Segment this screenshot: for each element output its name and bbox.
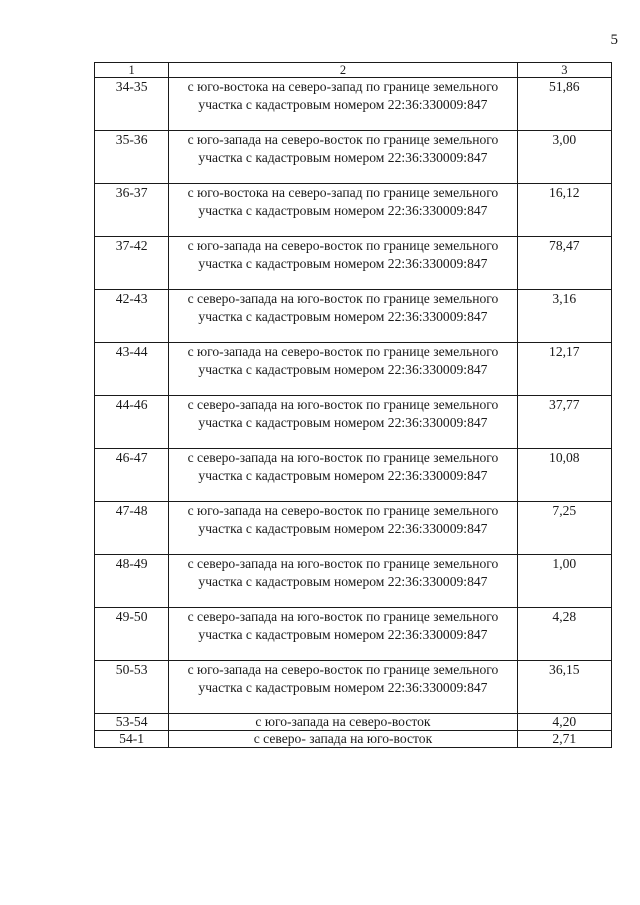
length-cell: 16,12 xyxy=(517,184,611,237)
segment-cell: 53-54 xyxy=(95,714,169,731)
description-cell: с северо-запада на юго-восток по границе земельного участка с кадастровым номером 22:36:330009:847 xyxy=(169,449,517,502)
segment-cell: 54-1 xyxy=(95,731,169,748)
description-cell: с юго-запада на северо-восток по границе земельного участка с кадастровым номером 22:36:330009:847 xyxy=(169,343,517,396)
description-cell: с юго-запада на северо-восток xyxy=(169,714,517,731)
table-row xyxy=(95,237,612,290)
segment-cell: 49-50 xyxy=(95,608,169,661)
length-cell: 7,25 xyxy=(517,502,611,555)
table-body xyxy=(95,78,612,748)
description-cell: с юго-востока на северо-запад по границе земельного участка с кадастровым номером 22:36:330009:847 xyxy=(169,78,517,131)
table-row xyxy=(95,731,612,748)
column-header-1: 1 xyxy=(95,63,169,78)
length-cell: 12,17 xyxy=(517,343,611,396)
segment-cell: 42-43 xyxy=(95,290,169,343)
length-cell: 3,16 xyxy=(517,290,611,343)
segment-cell: 34-35 xyxy=(95,78,169,131)
description-cell: с северо-запада на юго-восток по границе земельного участка с кадастровым номером 22:36:330009:847 xyxy=(169,290,517,343)
table-row xyxy=(95,608,612,661)
table-row xyxy=(95,184,612,237)
column-header-3: 3 xyxy=(517,63,611,78)
length-cell: 36,15 xyxy=(517,661,611,714)
segment-cell: 37-42 xyxy=(95,237,169,290)
table-row xyxy=(95,78,612,131)
table-row xyxy=(95,555,612,608)
description-cell: с северо- запада на юго-восток xyxy=(169,731,517,748)
description-cell: с юго-запада на северо-восток по границе земельного участка с кадастровым номером 22:36:330009:847 xyxy=(169,131,517,184)
length-cell: 10,08 xyxy=(517,449,611,502)
length-cell: 1,00 xyxy=(517,555,611,608)
description-cell: с северо-запада на юго-восток по границе земельного участка с кадастровым номером 22:36:330009:847 xyxy=(169,396,517,449)
length-cell: 51,86 xyxy=(517,78,611,131)
length-cell: 78,47 xyxy=(517,237,611,290)
length-cell: 2,71 xyxy=(517,731,611,748)
length-cell: 4,20 xyxy=(517,714,611,731)
length-cell: 4,28 xyxy=(517,608,611,661)
segment-cell: 35-36 xyxy=(95,131,169,184)
description-cell: с юго-запада на северо-восток по границе земельного участка с кадастровым номером 22:36:330009:847 xyxy=(169,661,517,714)
segment-cell: 43-44 xyxy=(95,343,169,396)
segment-cell: 47-48 xyxy=(95,502,169,555)
description-cell: с юго-запада на северо-восток по границе земельного участка с кадастровым номером 22:36:330009:847 xyxy=(169,502,517,555)
table-row xyxy=(95,714,612,731)
table-row xyxy=(95,502,612,555)
description-cell: с юго-запада на северо-восток по границе земельного участка с кадастровым номером 22:36:330009:847 xyxy=(169,237,517,290)
table-row xyxy=(95,449,612,502)
table-row xyxy=(95,661,612,714)
description-cell: с северо-запада на юго-восток по границе земельного участка с кадастровым номером 22:36:330009:847 xyxy=(169,555,517,608)
segment-cell: 44-46 xyxy=(95,396,169,449)
segment-cell: 46-47 xyxy=(95,449,169,502)
segment-cell: 48-49 xyxy=(95,555,169,608)
table-row xyxy=(95,290,612,343)
table-header-row xyxy=(95,63,612,78)
segment-cell: 50-53 xyxy=(95,661,169,714)
segment-cell: 36-37 xyxy=(95,184,169,237)
description-cell: с юго-востока на северо-запад по границе земельного участка с кадастровым номером 22:36:330009:847 xyxy=(169,184,517,237)
table-row xyxy=(95,396,612,449)
table-row xyxy=(95,131,612,184)
length-cell: 37,77 xyxy=(517,396,611,449)
column-header-2: 2 xyxy=(169,63,517,78)
table-row xyxy=(95,343,612,396)
boundary-table xyxy=(94,62,612,748)
length-cell: 3,00 xyxy=(517,131,611,184)
description-cell: с северо-запада на юго-восток по границе земельного участка с кадастровым номером 22:36:330009:847 xyxy=(169,608,517,661)
page-number: 5 xyxy=(610,32,618,48)
